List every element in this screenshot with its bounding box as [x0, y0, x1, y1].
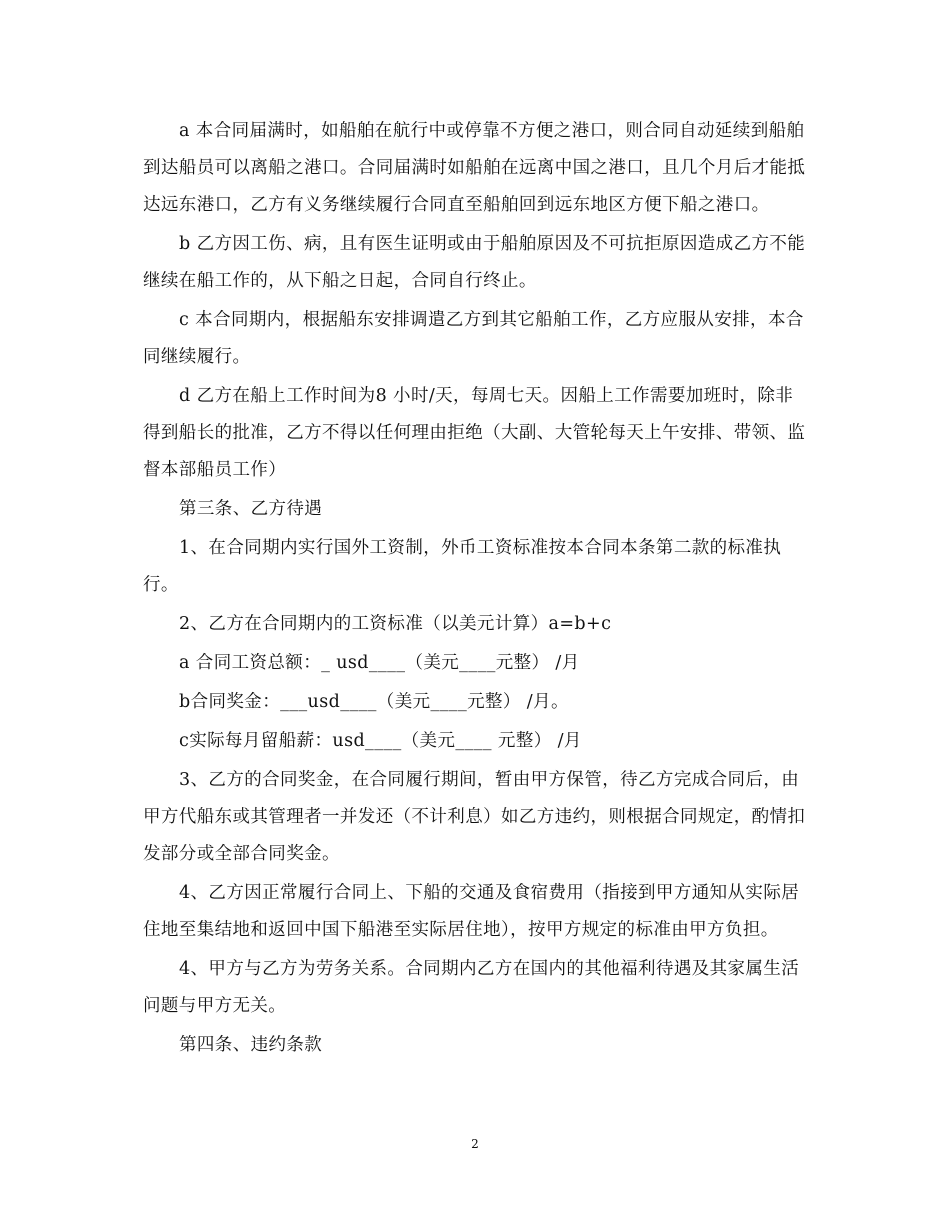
paragraph-clause-c: c 本合同期内，根据船东安排调遣乙方到其它船舶工作，乙方应服从安排，本合同继续履行。 — [143, 310, 804, 367]
paragraph-clause-a: a 本合同届满时，如船舶在航行中或停靠不方便之港口，则合同自动延续到船舶到达船员可以离船之港口。合同届满时如船舶在远离中国之港口，且几个月后才能抵达远东港口，乙方有义务继续履行合同直至船舶回到远东地区方便下船之港口。 — [143, 121, 806, 215]
section-heading-article-3: 第三条、乙方待遇 — [179, 499, 323, 519]
paragraph-item-3: 3、乙方的合同奖金，在合同履行期间，暂由甲方保管，待乙方完成合同后，由甲方代船东或其管理者一并发还（不计利息）如乙方违约，则根据合同规定，酌情扣发部分或全部合同奖金。 — [143, 770, 806, 864]
paragraph-wage-total: a 合同工资总额：_ usd____（美元____元整） /月 — [179, 653, 580, 673]
paragraph-wage-bonus: b合同奖金：___usd____（美元____元整） /月。 — [179, 692, 569, 712]
page-number: 2 — [471, 1137, 479, 1151]
paragraph-clause-b: b 乙方因工伤、病，且有医生证明或由于船舶原因及不可抗拒原因造成乙方不能继续在船工作的，从下船之日起，合同自行终止。 — [143, 234, 806, 291]
document-body — [143, 113, 809, 1066]
section-heading-article-4: 第四条、违约条款 — [179, 1035, 323, 1055]
paragraph-wage-retained: c实际每月留船薪：usd____（美元____ 元整） /月 — [179, 731, 582, 751]
paragraph-item-1: 1、在合同期内实行国外工资制，外币工资标准按本合同本条第二款的标准执行。 — [143, 538, 782, 595]
paragraph-item-4-relation: 4、甲方与乙方为劳务关系。合同期内乙方在国内的其他福利待遇及其家属生活问题与甲方无关。 — [143, 959, 800, 1016]
paragraph-clause-d: d 乙方在船上工作时间为8 小时/天，每周七天。因船上工作需要加班时，除非得到船长的批准，乙方不得以任何理由拒绝（大副、大管轮每天上午安排、带领、监督本部船员工作） — [143, 386, 806, 480]
paragraph-item-4-travel: 4、乙方因正常履行合同上、下船的交通及食宿费用（指接到甲方通知从实际居住地至集结地和返回中国下船港至实际居住地），按甲方规定的标准由甲方负担。 — [143, 883, 800, 940]
paragraph-item-2: 2、乙方在合同期内的工资标准（以美元计算）a=b+c — [179, 614, 612, 634]
